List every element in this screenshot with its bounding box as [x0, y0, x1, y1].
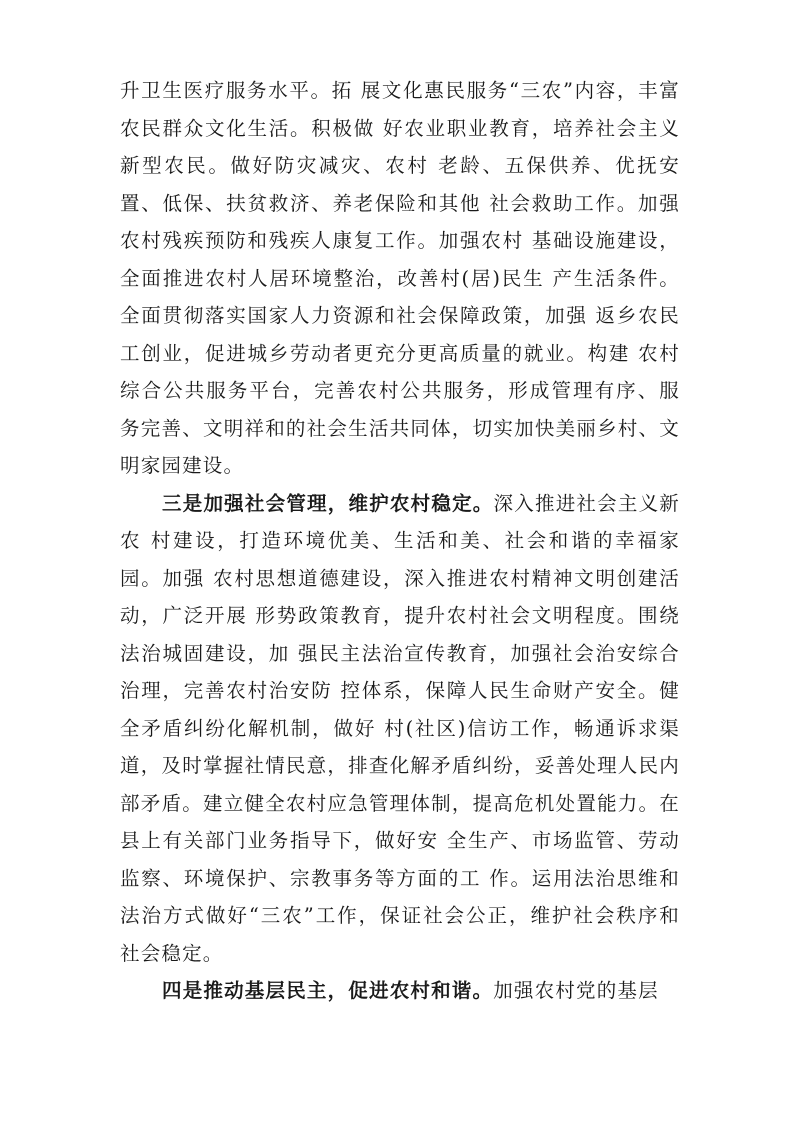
- paragraph-1-text: 升卫生医疗服务水平。拓 展文化惠民服务“三农”内容，丰富农民群众文化生活。积极做 好农业职业教育，培养社会主义新型农民。做好防灾减灾、农村 老龄、五保供养、优抚安置、低保、扶贫救济、养老保险和其他 社会救助工作。加强农村残疾预防和残疾人康复工作。加强农村 基础设施建设，全面推进农村人居环境整治，改善村(居)民生 产生活条件。全面贯彻落实国家人力资源和社会保障政策，加强 返乡农民工创业，促进城乡劳动者更充分更高质量的就业。构建 农村综合公共服务平台，完善农村公共服务，形成管理有序、服 务完善、文明祥和的社会生活共同体，切实加快美丽乡村、文明家园建设。: [120, 79, 680, 477]
- paragraph-2: [120, 485, 680, 973]
- paragraph-3-text: 加强农村党的基层: [493, 979, 659, 1002]
- paragraph-3: [120, 972, 680, 1010]
- paragraph-2-text: 深入推进社会主义新农 村建设，打造环境优美、生活和美、社会和谐的幸福家园。加强 农村思想道德建设，深入推进农村精神文明创建活动，广泛开展 形势政策教育，提升农村社会文明程度。围绕法治城固建设，加 强民主法治宣传教育，加强社会治安综合治理，完善农村治安防 控体系，保障人民生命财产安全。健全矛盾纠纷化解机制，做好 村(社区)信访工作，畅通诉求渠道，及时掌握社情民意，排查化解矛盾纠纷，妥善处理人民内部矛盾。建立健全农村应急管理体制，提高危机处置能力。在县上有关部门业务指导下，做好安 全生产、市场监管、劳动监察、环境保护、宗教事务等方面的工 作。运用法治思维和法治方式做好“三农”工作，保证社会公正，维护社会秩序和社会稳定。: [120, 491, 680, 965]
- paragraph-3-lead: 四是推动基层民主，促进农村和谐。: [162, 979, 494, 1002]
- paragraph-2-lead: 三是加强社会管理，维护农村稳定。: [162, 491, 494, 515]
- document-page: [120, 72, 680, 1010]
- paragraph-1: [120, 72, 680, 485]
